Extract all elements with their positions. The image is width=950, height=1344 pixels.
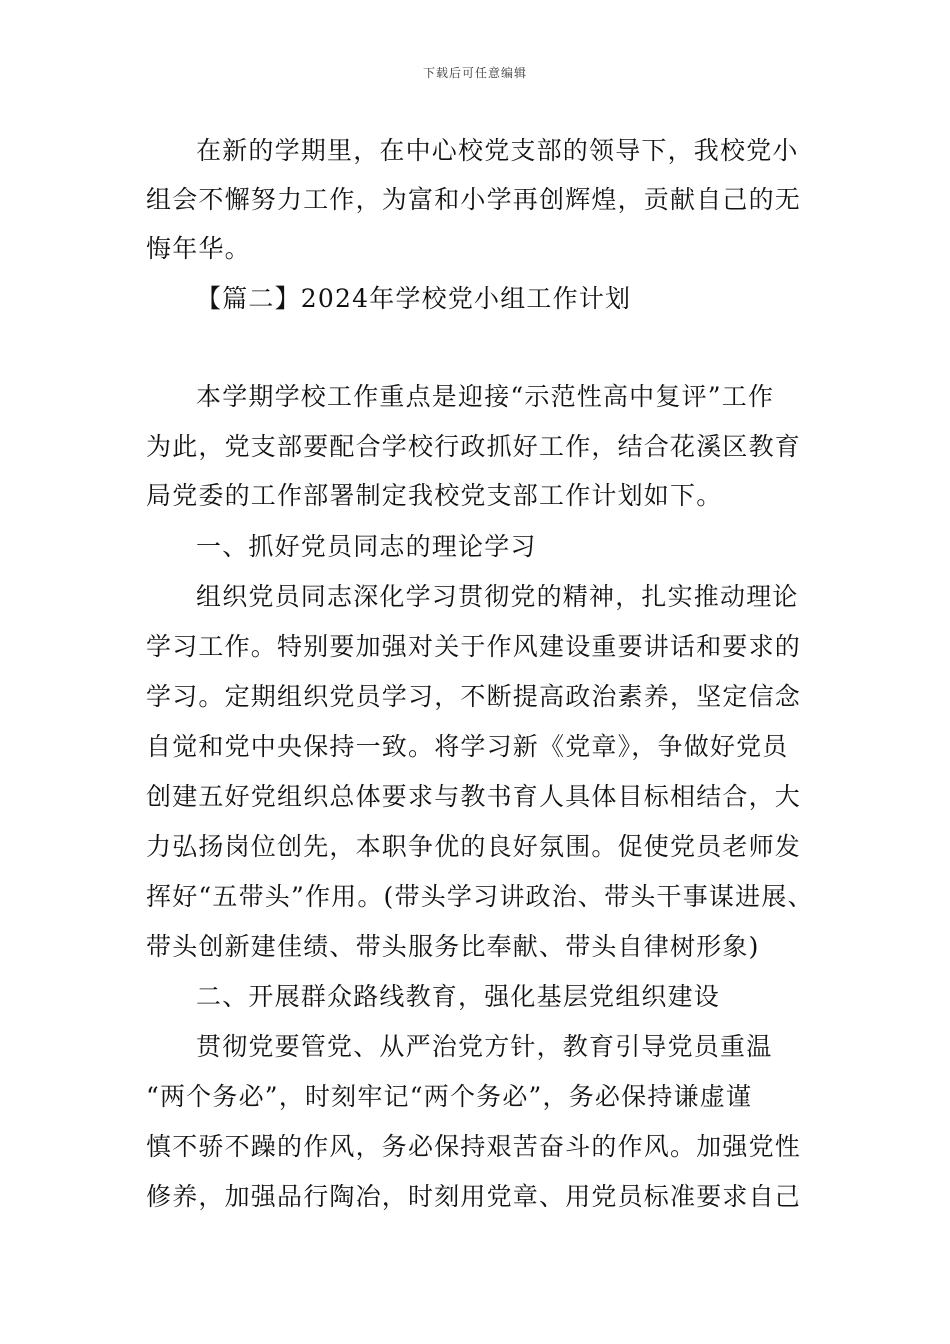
paragraph-line: 在新的学期里，在中心校党支部的领导下，我校党小	[196, 136, 799, 165]
paragraph-line: 修养，加强品行陶冶，时刻用党章、用党员标准要求自己	[146, 1182, 802, 1211]
paragraph-line: 悔年华。	[146, 234, 251, 263]
header-note: 下载后可任意编辑	[422, 66, 527, 80]
paragraph-line: “两个务必”，时刻牢记“两个务必”，务必保持谦虚谨	[146, 1082, 753, 1111]
paragraph-line: 学习工作。特别要加强对关于作风建设重要讲话和要求的	[146, 632, 802, 661]
paragraph-line: 创建五好党组织总体要求与教书育人具体目标相结合，大	[146, 782, 802, 811]
paragraph-line: 组织党员同志深化学习贯彻党的精神，扎实推动理论	[196, 582, 799, 611]
paragraph-line: 学习。定期组织党员学习，不断提高政治素养，坚定信念	[146, 682, 802, 711]
paragraph-line: 为此，党支部要配合学校行政抓好工作，结合花溪区教育	[146, 432, 802, 461]
subheading: 一、抓好党员同志的理论学习	[196, 532, 537, 561]
section-title: 【篇二】2024年学校党小组工作计划	[196, 284, 632, 313]
paragraph-line: 局党委的工作部署制定我校党支部工作计划如下。	[146, 481, 723, 510]
paragraph-line: 力弘扬岗位创先，本职争优的良好氛围。促使党员老师发	[146, 832, 802, 861]
paragraph-line: 本学期学校工作重点是迎接“示范性高中复评”工作	[196, 382, 775, 411]
paragraph-line: 慎不骄不躁的作风，务必保持艰苦奋斗的作风。加强党性	[146, 1132, 802, 1161]
paragraph-line: 带头创新建佳绩、带头服务比奉献、带头自律树形象)	[146, 932, 760, 961]
paragraph-line: 自觉和党中央保持一致。将学习新《党章》，争做好党员	[146, 732, 789, 761]
subheading: 二、开展群众路线教育，强化基层党组织建设	[196, 982, 721, 1011]
paragraph-line: 贯彻党要管党、从严治党方针，教育引导党员重温	[196, 1032, 773, 1061]
paragraph-line: 组会不懈努力工作，为富和小学再创辉煌，贡献自己的无	[146, 185, 802, 214]
paragraph-line: 挥好“五带头”作用。(带头学习讲政治、带头干事谋进展、	[146, 882, 814, 911]
